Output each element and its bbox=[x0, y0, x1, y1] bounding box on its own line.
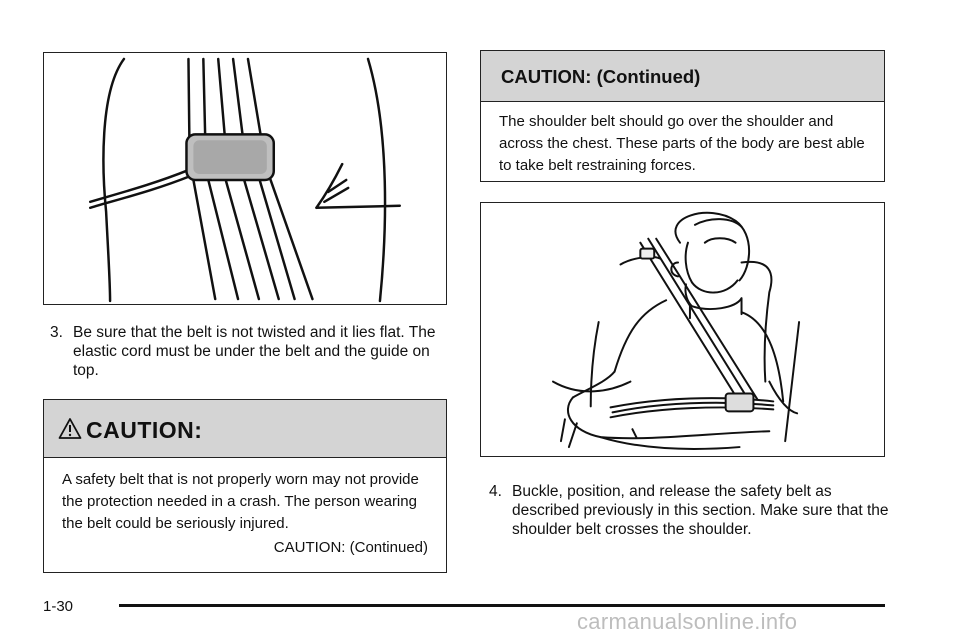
step-text: Buckle, position, and release the safety belt as described previously in this section. Make sure that the shoulder belt crosses the shoulder. bbox=[512, 483, 889, 538]
page-number: 1-30 bbox=[43, 598, 74, 615]
step-text: Be sure that the belt is not twisted and it lies flat. The elastic cord must be under the belt and the guide on top. bbox=[73, 324, 436, 379]
step-number: 3. bbox=[50, 324, 63, 341]
caution-body: A safety belt that is not properly worn may not provide the protection needed in a crash. The person wearing the belt could be seriously injured. bbox=[62, 471, 419, 532]
footer-rule bbox=[119, 604, 885, 607]
step-4 bbox=[489, 482, 889, 539]
belt-guide-illustration bbox=[43, 52, 447, 305]
caution-continued-label: CAUTION: (Continued) bbox=[273, 539, 428, 556]
child-seatbelt-illustration bbox=[480, 202, 885, 457]
caution-box bbox=[43, 399, 447, 573]
caution-title: CAUTION: (Continued) bbox=[501, 66, 701, 87]
caution-title: CAUTION: bbox=[86, 417, 203, 443]
caution-header bbox=[44, 400, 446, 458]
watermark: carmanualsonline.info bbox=[577, 609, 798, 634]
warning-triangle-icon bbox=[58, 417, 82, 441]
step-3 bbox=[50, 323, 450, 380]
caution-continued-box bbox=[480, 50, 885, 182]
child-seatbelt-drawing bbox=[481, 203, 884, 456]
caution-header bbox=[481, 51, 884, 102]
belt-guide-drawing bbox=[44, 53, 446, 304]
step-number: 4. bbox=[489, 483, 502, 500]
caution-body: The shoulder belt should go over the shoulder and across the chest. These parts of the body are best able to take belt restraining forces. bbox=[499, 113, 865, 174]
